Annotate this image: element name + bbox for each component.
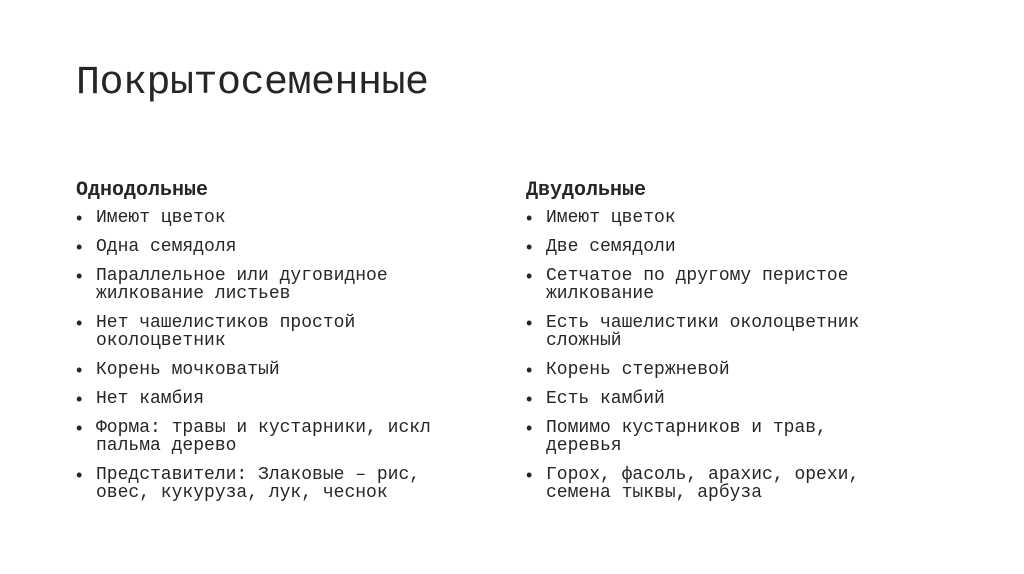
list-item xyxy=(76,209,516,227)
list-item-text: Одна семядоля xyxy=(96,237,237,257)
bullet-icon: • xyxy=(526,389,533,409)
list-item-text: Горох, фасоль, арахис, орехи, семена тыквы, арбуза xyxy=(546,465,860,503)
dicots-heading: Двудольные xyxy=(526,179,647,202)
list-item-text: Сетчатое по другому перистое жилкование xyxy=(546,266,849,304)
bullet-icon: • xyxy=(76,465,83,485)
list-item-text: Есть камбий xyxy=(546,389,665,409)
list-item xyxy=(76,419,516,455)
list-item xyxy=(526,390,966,408)
bullet-icon: • xyxy=(76,360,83,380)
list-item xyxy=(526,267,966,303)
monocots-list xyxy=(76,209,516,502)
list-item xyxy=(526,238,966,256)
bullet-icon: • xyxy=(76,418,83,438)
bullet-icon: • xyxy=(76,313,83,333)
list-item-text: Представители: Злаковые – рис, овес, кукуруза, лук, чеснок xyxy=(96,465,421,503)
dicots-list xyxy=(526,209,966,502)
list-item-text: Форма: травы и кустарники, искл пальма дерево xyxy=(96,418,431,456)
list-item-text: Корень стержневой xyxy=(546,360,730,380)
list-item xyxy=(76,314,516,350)
list-item xyxy=(526,466,966,502)
bullet-icon: • xyxy=(76,208,83,228)
bullet-icon: • xyxy=(526,418,533,438)
monocots-column xyxy=(76,177,516,502)
bullet-icon: • xyxy=(526,360,533,380)
list-item xyxy=(76,361,516,379)
list-item xyxy=(526,419,966,455)
list-item xyxy=(76,267,516,303)
list-item-text: Помимо кустарников и трав, деревья xyxy=(546,418,827,456)
list-item-text: Параллельное или дуговидное жилкование листьев xyxy=(96,266,388,304)
list-item xyxy=(526,361,966,379)
slide-title: Покрытосеменные xyxy=(76,61,429,106)
list-item xyxy=(76,238,516,256)
list-item xyxy=(76,466,516,502)
list-item-text: Две семядоли xyxy=(546,237,676,257)
bullet-icon: • xyxy=(76,237,83,257)
dicots-column xyxy=(526,177,966,502)
list-item-text: Нет чашелистиков простой околоцветник xyxy=(96,313,356,351)
bullet-icon: • xyxy=(76,266,83,286)
list-item-text: Нет камбия xyxy=(96,389,205,409)
bullet-icon: • xyxy=(526,237,533,257)
bullet-icon: • xyxy=(526,208,533,228)
list-item-text: Корень мочковатый xyxy=(96,360,280,380)
list-item xyxy=(526,314,966,350)
list-item-text: Есть чашелистики околоцветник сложный xyxy=(546,313,860,351)
list-item xyxy=(76,390,516,408)
list-item xyxy=(526,209,966,227)
bullet-icon: • xyxy=(526,313,533,333)
list-item-text: Имеют цветок xyxy=(546,208,676,228)
monocots-heading: Однодольные xyxy=(76,179,209,202)
list-item-text: Имеют цветок xyxy=(96,208,226,228)
bullet-icon: • xyxy=(526,465,533,485)
bullet-icon: • xyxy=(76,389,83,409)
bullet-icon: • xyxy=(526,266,533,286)
